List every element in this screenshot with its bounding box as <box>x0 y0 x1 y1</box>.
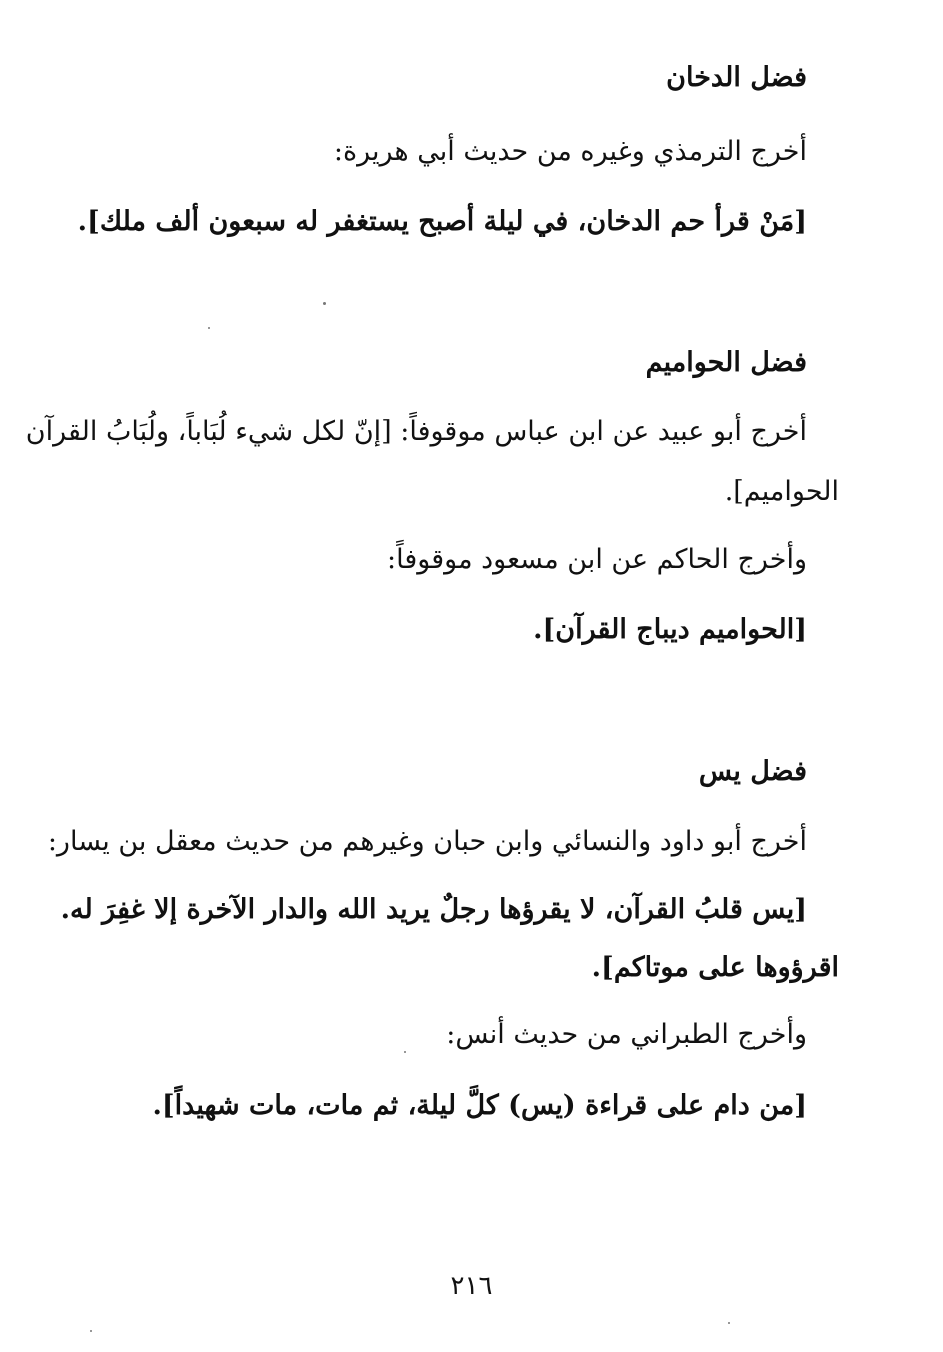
section-heading-hawamim: فضل الحواميم <box>645 347 807 378</box>
hadith-text: [الحواميم ديباج القرآن]. <box>533 614 807 645</box>
narration-text: أخرج أبو عبيد عن ابن عباس موقوفاً: [إنّ لكل شيء لُبَاباً، ولُبَابُ القرآن <box>25 416 807 447</box>
hadith-text-continued: اقرؤوها على موتاكم]. <box>591 952 839 983</box>
hadith-text: [من دام على قراءة (يس) كلَّ ليلة، ثم مات، مات شهيداً]. <box>152 1090 807 1121</box>
page-number: ٢١٦ <box>450 1271 493 1301</box>
scan-speck <box>404 1051 406 1053</box>
narration-intro: أخرج الترمذي وغيره من حديث أبي هريرة: <box>333 136 807 167</box>
narration-intro: وأخرج الطبراني من حديث أنس: <box>446 1019 807 1050</box>
narration-text-continued: الحواميم]. <box>724 476 839 507</box>
scan-speck <box>208 327 210 329</box>
scan-speck <box>728 1322 730 1324</box>
section-heading-dukhan: فضل الدخان <box>666 62 807 93</box>
hadith-text: [مَنْ قرأ حم الدخان، في ليلة أصبح يستغفر له سبعون ألف ملك]. <box>77 206 807 237</box>
hadith-text: [يس قلبُ القرآن، لا يقرؤها رجلٌ يريد الله والدار الآخرة إلا غفِرَ له. <box>60 894 807 925</box>
section-heading-yasin: فضل يس <box>698 756 807 787</box>
scan-speck <box>90 1330 92 1332</box>
scan-speck <box>323 302 326 305</box>
narration-intro: وأخرج الحاكم عن ابن مسعود موقوفاً: <box>387 544 807 575</box>
narration-intro: أخرج أبو داود والنسائي وابن حبان وغيرهم من حديث معقل بن يسار: <box>47 826 807 857</box>
